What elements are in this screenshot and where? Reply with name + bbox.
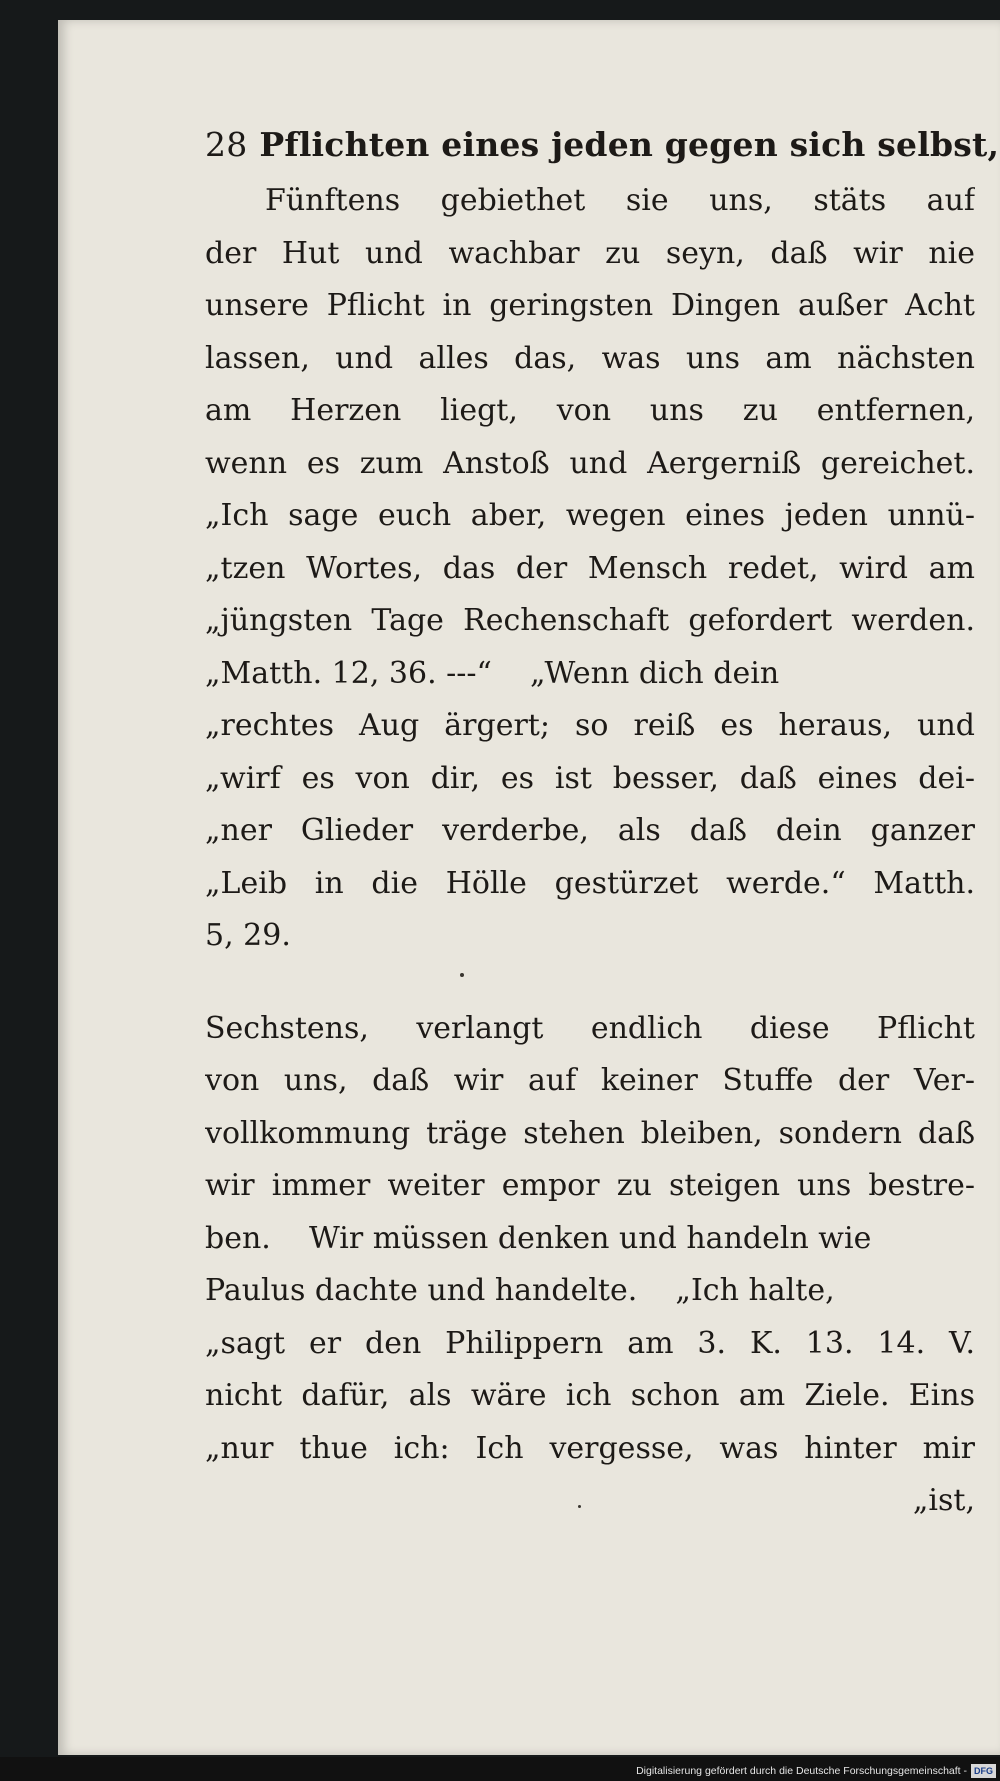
catchword: „ist, [912, 1483, 975, 1518]
page-number: 28 [205, 125, 248, 164]
text-line: von uns, daß wir auf keiner Stuffe der Ver- [205, 1063, 975, 1098]
text-line: „sagt er den Philippern am 3. K. 13. 14. V. [205, 1325, 975, 1361]
text-line: „nur thue ich: Ich vergesse, was hinter mir [205, 1430, 975, 1466]
text-line: „Leib in die Hölle gestürzet werde.“ Matth. [205, 865, 975, 901]
text-line: der Hut und wachbar zu seyn, daß wir nie [205, 235, 975, 271]
page-text-block [205, 115, 1000, 1528]
text-line: Fünftens gebiethet sie uns, stäts auf [265, 183, 975, 218]
text-line: Paulus dachte und handelte. „Ich halte, [205, 1273, 835, 1308]
text-line: „rechtes Aug ärgert; so reiß es heraus, und [205, 708, 975, 743]
text-line: „jüngsten Tage Rechenschaft gefordert werden. [205, 603, 975, 638]
text-line: „wirf es von dir, es ist besser, daß eines dei- [205, 760, 975, 796]
running-head-title: Pflichten eines jeden gegen sich selbst, [259, 125, 1000, 164]
text-line: lassen, und alles das, was uns am nächsten [205, 340, 975, 376]
paragraph-sechstens [205, 1003, 975, 1528]
text-line: nicht dafür, als wäre ich schon am Ziele. Eins [205, 1378, 975, 1413]
text-line: wir immer weiter empor zu steigen uns bestre- [205, 1168, 975, 1203]
dfg-logo: DFG [971, 1764, 996, 1778]
text-line: vollkommung träge stehen bleiben, sondern daß [205, 1115, 975, 1151]
paragraph-gap [205, 963, 975, 1003]
credit-text: Digitalisierung gefördert durch die Deutsche Forschungsgemeinschaft - [636, 1765, 967, 1777]
digitization-credit [636, 1764, 996, 1778]
text-line: „ner Glieder verderbe, als daß dein ganzer [205, 813, 975, 848]
running-head [205, 115, 1000, 175]
paper-speck [460, 973, 464, 977]
text-line: „tzen Wortes, das der Mensch redet, wird am [205, 550, 975, 586]
paper-speck [578, 1505, 581, 1508]
text-line: Sechstens, verlangt endlich diese Pflicht [205, 1010, 975, 1046]
text-line: am Herzen liegt, von uns zu entfernen, [205, 393, 975, 428]
book-page [58, 20, 1000, 1755]
text-line: ben. Wir müssen denken und handeln wie [205, 1220, 872, 1256]
footer-bar [0, 1757, 1000, 1781]
text-line: wenn es zum Anstoß und Aergerniß gereichet. [205, 445, 975, 481]
paragraph-fuenftens [205, 175, 975, 963]
text-line: unsere Pflicht in geringsten Dingen außer Acht [205, 288, 975, 323]
text-line: „Ich sage euch aber, wegen eines jeden unnü- [205, 498, 975, 533]
text-line: 5, 29. [205, 918, 291, 953]
text-line: „Matth. 12, 36. ---“ „Wenn dich dein [205, 655, 780, 691]
